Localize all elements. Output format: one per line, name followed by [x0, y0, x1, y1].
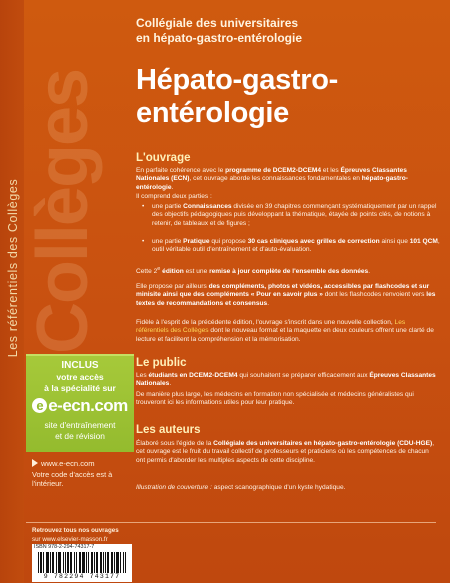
text-run: les textes de recommandations et consensus: [136, 291, 436, 307]
barcode-bar: [123, 552, 124, 573]
barcode-bar: [112, 552, 113, 573]
ouvrage-paragraph-1: [136, 167, 436, 192]
e-ecn-logo-icon: e: [32, 398, 47, 413]
barcode-bar: [101, 552, 102, 573]
barcode-bar: [76, 552, 77, 573]
online-access-promo-box: [26, 354, 134, 452]
auteurs-paragraph: [136, 440, 436, 465]
text-run: ainsi que: [379, 238, 410, 245]
barcode-bar: [84, 552, 85, 573]
text-run: divisée en 39 chapitres commençant systématiquement par un rappel des objectifs pédagogiques puis développant la thématique, étayée de points clés, de notions à retenir, de tableaux et de figures ;: [152, 203, 437, 227]
cover-illustration-note: [136, 484, 436, 492]
text-run: , cet ouvrage aborde les connaissances fondamentales en: [189, 175, 362, 183]
text-run: .: [267, 299, 270, 307]
barcode-bar: [120, 552, 121, 573]
barcode-bar: [88, 552, 89, 573]
college-header: [136, 16, 436, 46]
text-run: et les: [321, 167, 341, 174]
barcode-bar: [41, 552, 42, 573]
text-run: Les: [136, 372, 149, 379]
barcode-bar: [103, 552, 104, 573]
text-run: une partie: [152, 203, 184, 210]
text-run: étudiants en DCEM2-DCEM4: [148, 372, 238, 379]
barcode-bar: [63, 552, 64, 573]
cover-illustration-label: Illustration de couverture :: [136, 484, 212, 491]
text-run: , outil véritable outil d'entraînement et d'auto-évaluation.: [152, 238, 440, 254]
barcode-bar: [92, 552, 93, 573]
cover-illustration-text: aspect scanographique d'un kyste hydatique.: [211, 484, 346, 491]
text-run: Il comprend deux parties :: [136, 193, 212, 200]
text-run: programme de DCEM2-DCEM4: [225, 167, 322, 174]
barcode-bar: [80, 552, 81, 573]
text-run: édition: [160, 268, 184, 276]
text-run: e: [157, 266, 161, 272]
publisher-books-text: Retrouvez tous nos ouvrages: [32, 527, 119, 534]
barcode-bar: [71, 552, 72, 573]
text-run: En parfaite cohérence avec le: [136, 167, 226, 174]
barcode-bars: [38, 552, 126, 573]
ouvrage-bullet-pratique: [142, 238, 446, 255]
barcode-bar: [38, 552, 39, 573]
decorative-watermark: [22, 69, 103, 355]
ouvrage-paragraph-2: [136, 193, 436, 201]
promo-included: INCLUS: [61, 360, 99, 371]
text-run: .: [169, 380, 172, 388]
barcode-bar: [97, 552, 98, 573]
text-run: une partie: [152, 238, 184, 245]
text-run: De manière plus large, les médecins en formation non spécialisée et médecins généralistes qui trouveront ici les informations utiles pour leur pratique.: [136, 391, 414, 407]
ouvrage-bullet-connaissances: [142, 203, 446, 228]
public-paragraph-1: [136, 372, 436, 389]
e-ecn-logo: [26, 396, 134, 416]
text-run: 101 QCM: [409, 238, 438, 245]
text-run: Connaissances: [183, 203, 232, 210]
text-run: dont les flashcodes renvoient vers: [322, 291, 427, 299]
isbn-number: ISBN 978-2-294-74317-7: [32, 544, 132, 551]
text-run: Fidèle à l'esprit de la précédente édition, l'ouvrage s'inscrit dans une nouvelle collection,: [136, 319, 395, 326]
college-line-1: Collégiale des universitaires: [136, 16, 299, 30]
text-run: , cet ouvrage est le fruit du travail collectif de professeurs et praticiens où les compétences de chacun ont permis d'aborder les multiples aspects de cette discipline.: [136, 440, 435, 464]
barcode-bar: [105, 552, 106, 573]
promo-access: votre accès: [56, 372, 104, 382]
text-run: hépato-gastro-entérologie: [136, 175, 408, 191]
barcode-bar: [114, 552, 115, 573]
barcode-bar: [118, 552, 119, 573]
section-heading-public: Le public: [136, 357, 187, 369]
footer-divider: [26, 522, 436, 523]
text-run: des compléments, photos et vidéos, accessibles par flashcodes et sur minisite ainsi que des compléments « Pour en savoir plus »: [136, 283, 430, 299]
ean-number: 9 782294 743177: [43, 573, 121, 580]
text-run: Elle propose par ailleurs: [136, 283, 209, 290]
barcode-bar: [43, 552, 44, 573]
text-run: .: [171, 183, 174, 191]
book-title: [136, 64, 436, 130]
ecn-website-link[interactable]: [32, 459, 95, 468]
text-run: Cette 2: [136, 268, 158, 276]
section-heading-auteurs: Les auteurs: [136, 424, 201, 436]
text-run: Épreuves Classantes Nationales: [136, 372, 436, 388]
barcode-bar: [65, 552, 66, 573]
ouvrage-paragraph-3: [136, 265, 436, 277]
watermark-word: Collèges: [23, 69, 103, 355]
barcode-bar: [68, 552, 69, 573]
text-run: .: [368, 268, 371, 276]
barcode-bar: [86, 552, 87, 573]
collection-name: Les référentiels des Collèges: [6, 178, 20, 358]
title-line-1: Hépato-gastro-: [136, 64, 339, 96]
text-run: Élaboré sous l'égide de la: [136, 440, 214, 447]
promo-revision: et de révision: [55, 431, 105, 441]
promo-speciality: à la spécialité sur: [44, 383, 116, 393]
e-ecn-logo-text: e-ecn.com: [48, 396, 128, 415]
barcode-bar: [94, 552, 95, 573]
barcode-bar: [74, 552, 75, 573]
arrow-right-icon: [32, 459, 38, 467]
publisher-website-link[interactable]: sur www.elsevier-masson.fr: [32, 536, 108, 543]
ecn-url[interactable]: www.e-ecn.com: [41, 459, 95, 468]
barcode-bar: [108, 552, 109, 573]
title-line-2: entérologie: [136, 97, 289, 129]
barcode-bar: [60, 552, 61, 573]
text-run: Les référentiels des Collèges: [136, 319, 406, 335]
text-run: qui souhaitent se préparer efficacement aux: [237, 372, 370, 379]
promo-training: site d'entraînement: [44, 420, 116, 430]
barcode-bar: [53, 552, 54, 573]
barcode: [32, 550, 132, 582]
college-line-2: en hépato-gastro-entérologie: [136, 31, 303, 45]
text-run: Pratique: [183, 238, 210, 245]
section-heading-ouvrage: L'ouvrage: [136, 152, 191, 164]
ouvrage-paragraph-5: [136, 319, 436, 344]
text-run: Épreuves Classantes Nationales (ECN): [136, 167, 407, 183]
text-run: est une: [183, 268, 210, 276]
public-paragraph-2: [136, 391, 436, 408]
access-code-note: Votre code d'accès est à l'intérieur.: [32, 470, 113, 488]
text-run: dont le nouveau format et la maquette en deux couleurs offrent une clarté de lecture et facilitent la compréhension et la mémorisation.: [136, 327, 434, 343]
ouvrage-paragraph-4: [136, 283, 436, 308]
barcode-bar: [56, 552, 57, 573]
barcode-bar: [48, 552, 49, 573]
text-run: 30 cas cliniques avec grilles de correction: [247, 238, 380, 245]
barcode-bar: [125, 552, 126, 573]
collection-vertical-title: [6, 178, 20, 358]
barcode-bar: [50, 552, 51, 573]
text-run: remise à jour complète de l'ensemble des données: [209, 268, 369, 276]
text-run: qui propose: [209, 238, 248, 245]
text-run: Collégiale des universitaires en hépato-gastro-entérologie (CDU-HGE): [213, 440, 433, 447]
